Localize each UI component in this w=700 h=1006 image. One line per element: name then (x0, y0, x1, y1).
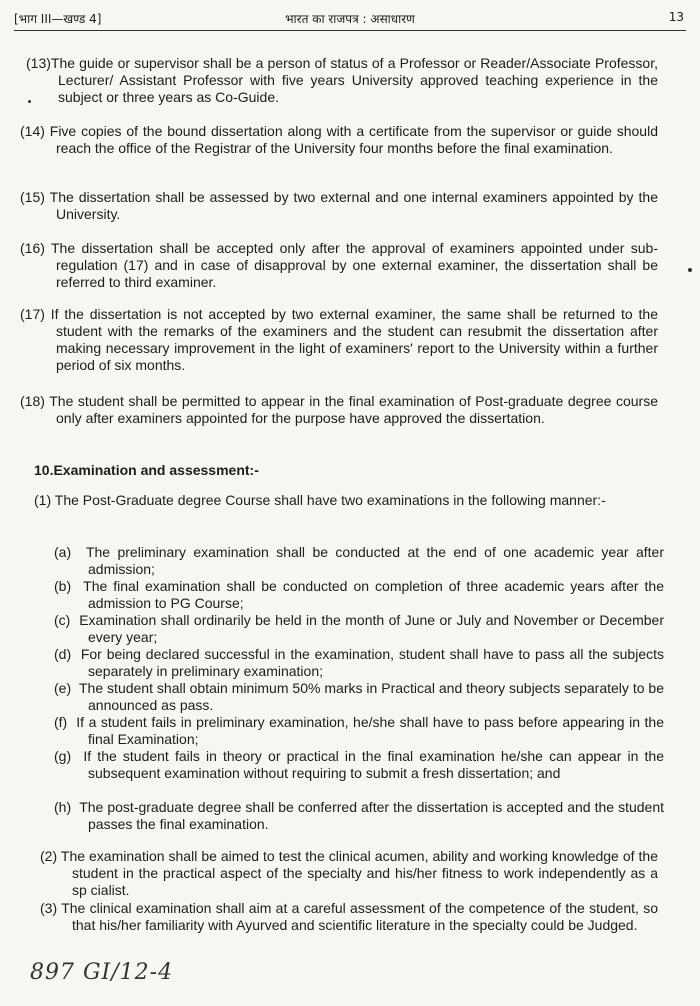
paragraph-15 (20, 189, 658, 223)
item-number: (3) (40, 900, 58, 916)
paragraph-text: Five copies of the bound dissertation along with a certificate from the supervisor or guide should reach the office of the Registrar of the University four months before the final examination. (49, 123, 658, 156)
item-text: The clinical examination shall aim at a careful assessment of the competence of the student, so that his/her familiarity with Ayurved and scientific literature in the specialty could be Judged. (61, 900, 658, 933)
paragraph-number: (13) (26, 55, 51, 71)
paragraph-text: The student shall be permitted to appear in the final examination of Post-graduate degree course only after examiners appointed for the purpose have approved the dissertation. (49, 393, 659, 426)
sub-item-text: The post-graduate degree shall be conferred after the dissertation is accepted and the student passes the final examination. (79, 799, 664, 832)
sub-item-number: (g) (54, 748, 72, 764)
sub-item-d (54, 646, 664, 680)
paragraph-number: (15) (20, 189, 45, 205)
sub-item-text: The final examination shall be conducted on completion of three academic years after the admission to PG Course; (83, 578, 664, 611)
section-item-3 (40, 900, 658, 934)
paragraph-number: (18) (20, 393, 45, 409)
sub-item-text: The student shall obtain minimum 50% marks in Practical and theory subjects separately to be announced as pass. (79, 680, 664, 713)
paragraph-number: (17) (20, 306, 45, 322)
paragraph-text: The dissertation shall be assessed by two external and one internal examiners appointed by the University. (49, 189, 658, 222)
section-item-2 (40, 848, 658, 899)
paragraph-16 (20, 240, 658, 291)
paragraph-number: (14) (20, 123, 45, 139)
item-text: The Post-Graduate degree Course shall have two examinations in the following manner:- (54, 492, 606, 508)
sub-item-text: The preliminary examination shall be conducted at the end of one academic year after admission; (85, 544, 665, 577)
sub-item-text: If a student fails in preliminary examination, he/she shall have to pass before appearing in the final Examination; (76, 714, 664, 747)
sub-item-a (54, 544, 664, 578)
paragraph-number: (16) (20, 240, 45, 256)
header-section-label: [भाग III—खण्ड 4] (14, 12, 102, 26)
item-text: The examination shall be aimed to test the clinical acumen, ability and working knowledge of the student in the practical aspect of the specialty and his/her fitness to work independently as a sp cialist. (60, 848, 658, 898)
item-number: (2) (40, 848, 58, 864)
section-item-1 (34, 492, 658, 509)
paragraph-text: If the dissertation is not accepted by two external examiner, the same shall be returned to the student with the remarks of the examiners and the student can resubmit the dissertation after making necessary improvement in the light of examiners' report to the University within a further period of six months. (50, 306, 658, 373)
sub-item-b (54, 578, 664, 612)
sub-item-text: For being declared successful in the examination, student shall have to pass all the subjects separately in preliminary examination; (80, 646, 664, 679)
sub-item-e (54, 680, 664, 714)
sub-item-h (54, 799, 664, 833)
page-header (14, 8, 686, 31)
sub-item-number: (h) (54, 799, 72, 815)
sub-item-number: (b) (54, 578, 72, 594)
sub-item-number: (c) (54, 612, 71, 628)
section-heading: 10.Examination and assessment:- (34, 462, 259, 478)
margin-dot (28, 100, 31, 103)
sub-item-number: (e) (54, 680, 72, 696)
sub-item-number: (f) (54, 714, 68, 730)
paragraph-17 (20, 306, 658, 374)
sub-item-number: (a) (54, 544, 72, 560)
sub-item-text: Examination shall ordinarily be held in the month of June or July and November or December every year; (79, 612, 664, 645)
paragraph-13 (26, 55, 658, 106)
sub-item-c (54, 612, 664, 646)
handwritten-note: 897 GI/12-4 (30, 960, 174, 985)
sub-item-g (54, 748, 664, 782)
sub-item-number: (d) (54, 646, 72, 662)
margin-dot (688, 268, 692, 272)
sub-item-f (54, 714, 664, 748)
sub-item-text: If the student fails in theory or practical in the final examination he/she can appear in the subsequent examination without requiring to submit a fresh dissertation; and (83, 748, 664, 781)
paragraph-text: The guide or supervisor shall be a person of status of a Professor or Reader/Associate Professor, Lecturer/ Assistant Professor with five years University approved teaching experience in the subject or three years as Co-Guide. (50, 55, 658, 105)
paragraph-text: The dissertation shall be accepted only after the approval of examiners appointed under sub-regulation (17) and in case of disapproval by one external examiner, the dissertation shall be referred to third examiner. (51, 240, 658, 290)
paragraph-14 (20, 123, 658, 157)
paragraph-18 (20, 393, 658, 427)
header-gazette-title: भारत का राजपत्र : असाधारण (285, 12, 415, 26)
page-number: 13 (668, 10, 684, 24)
item-number: (1) (34, 492, 52, 508)
